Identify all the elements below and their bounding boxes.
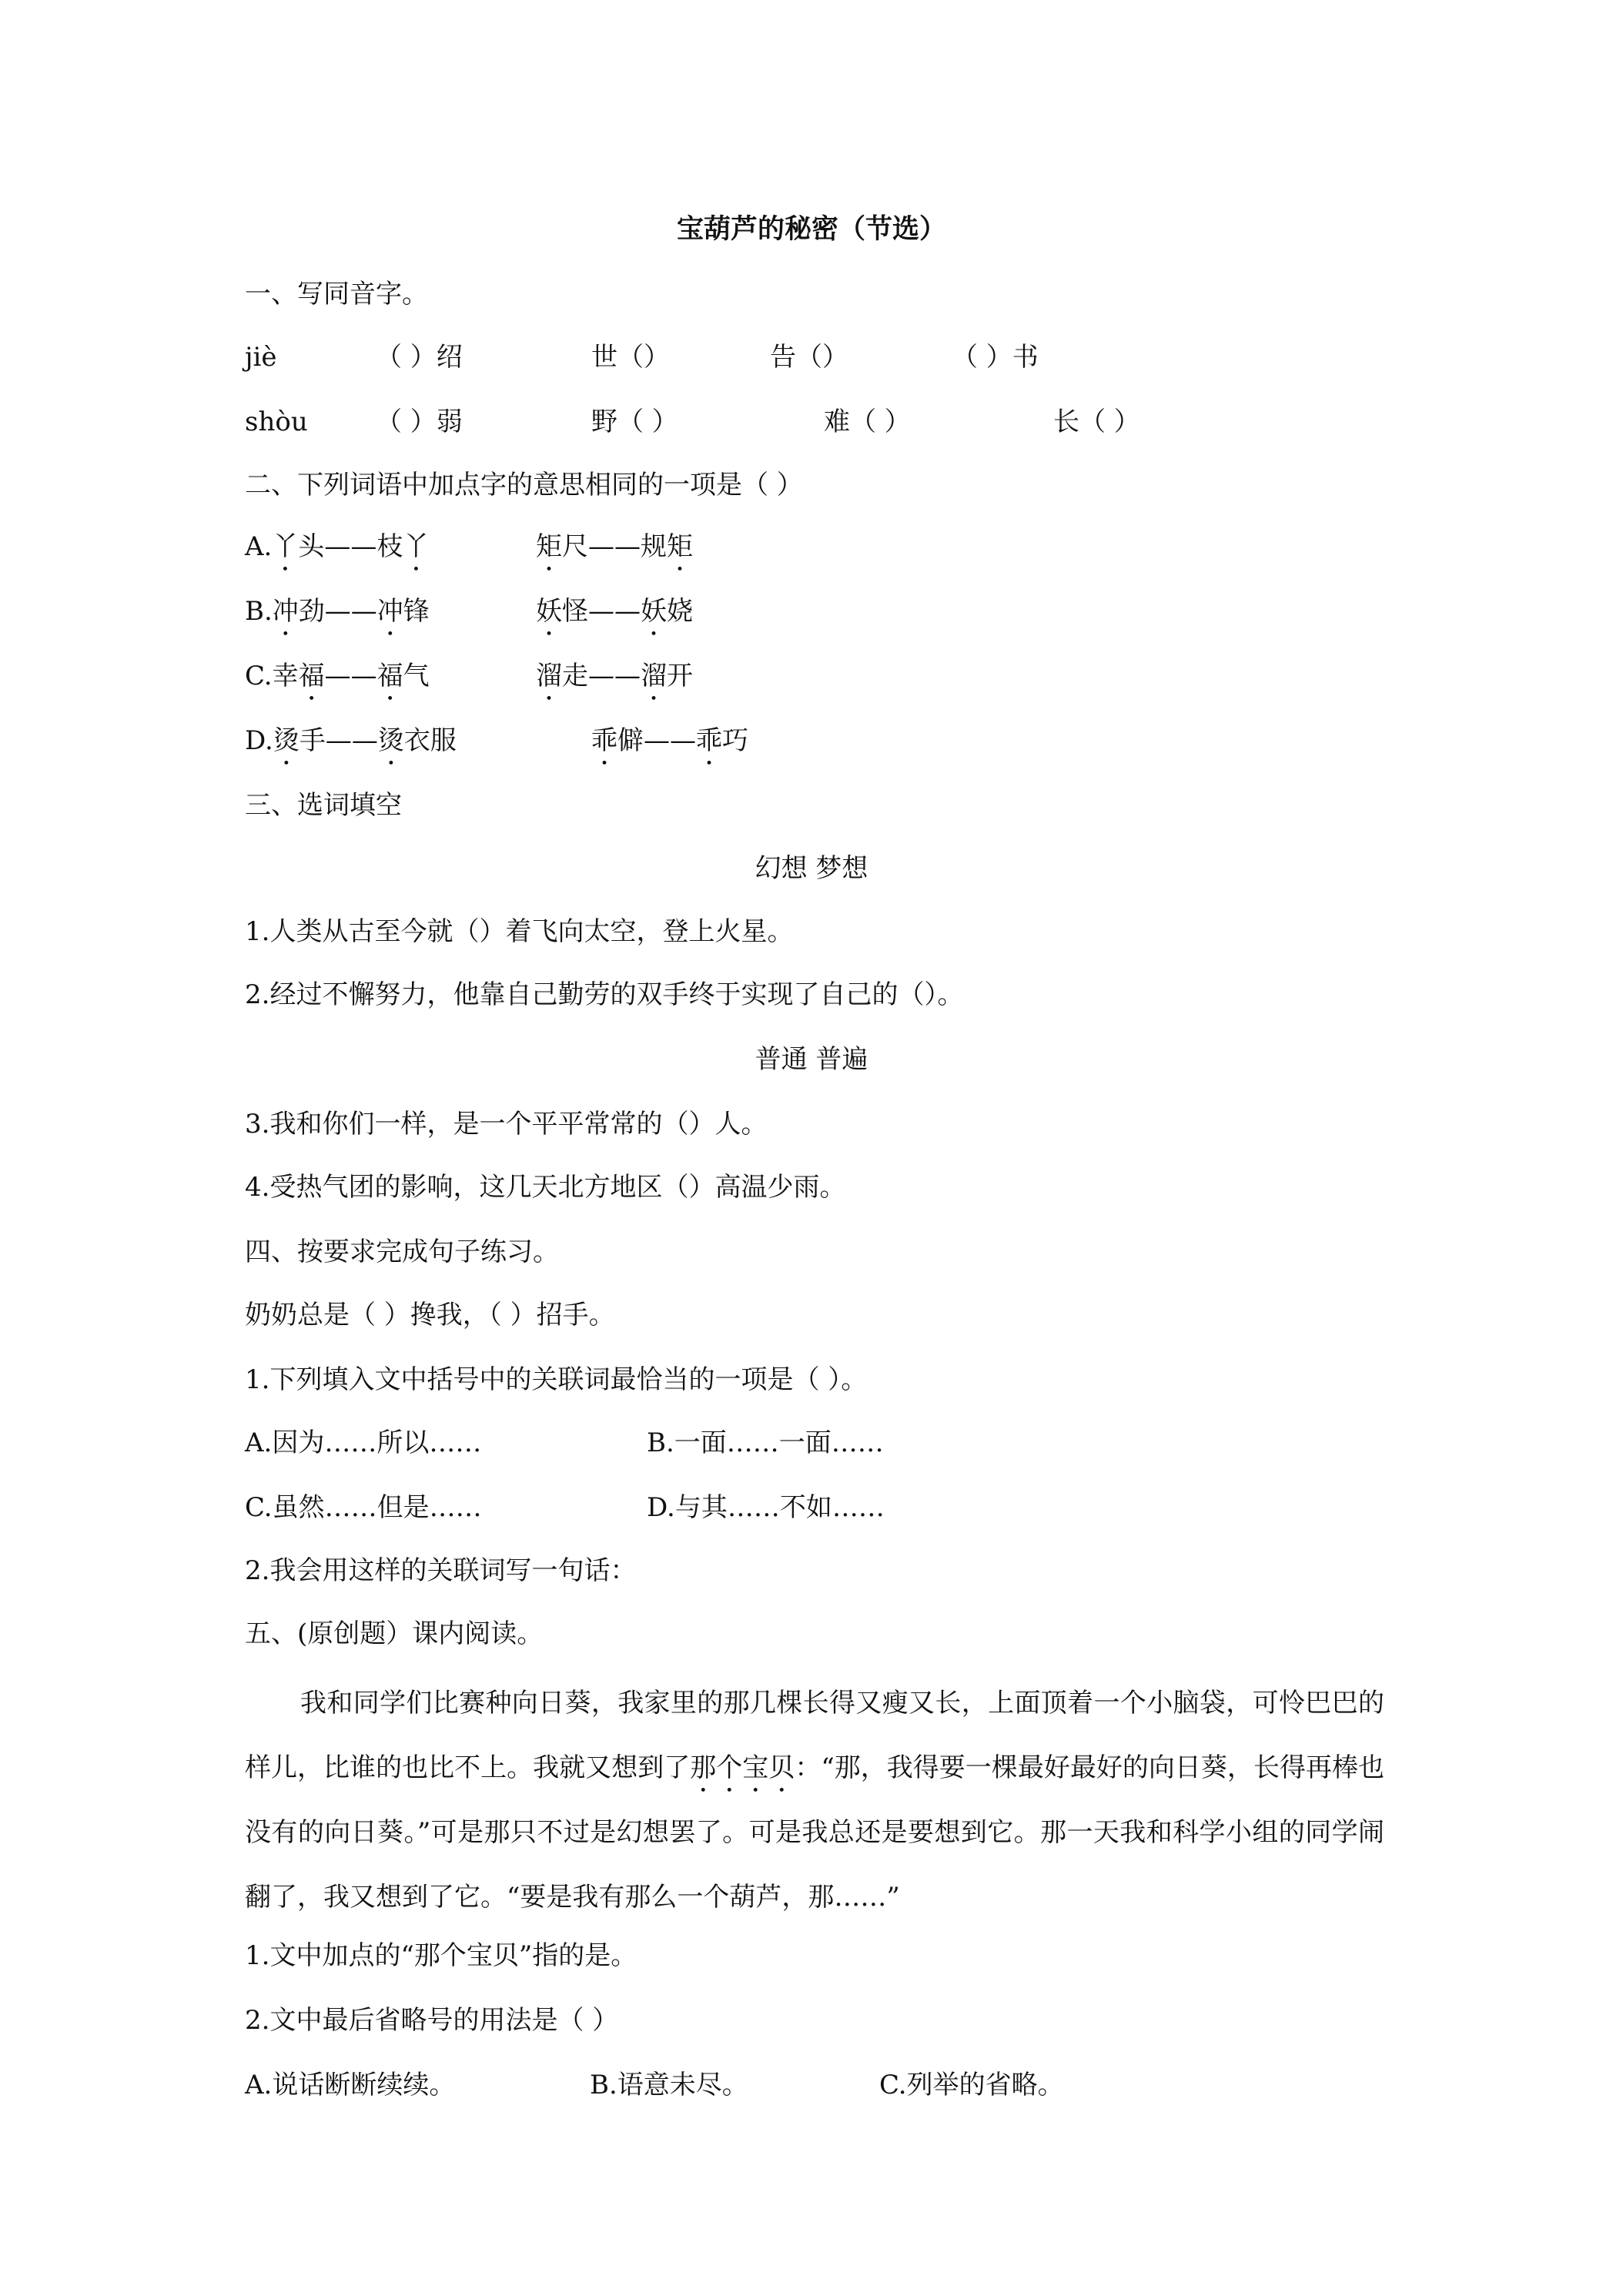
dotted-char: 烫	[377, 725, 404, 756]
q4-option-a: A.因为……所以……	[245, 1427, 482, 1458]
q4-sub-question-2: 2.我会用这样的关联词写一句话：	[245, 1555, 637, 1586]
q5-sub-question-1: 1.文中加点的“那个宝贝”指的是。	[245, 1940, 637, 1971]
dotted-char: 妖	[641, 596, 667, 627]
q5-option-a: A.说话断断续续。	[245, 2070, 456, 2100]
dotted-char: 乖	[591, 725, 617, 756]
q4-option-c: C.虽然……但是……	[245, 1492, 482, 1523]
q3-heading: 三、选词填空	[245, 790, 402, 821]
q1-blank: 长（ ）	[1053, 407, 1140, 437]
reading-passage: 我和同学们比赛种向日葵，我家里的那几棵长得又瘦又长，上面顶着一个小脑袋，可怜巴巴的样儿，比谁的也比不上。我就又想到了那个宝贝：“那，我得要一棵最好最好的向日葵，长得再棒也没有的向日葵。”可是那只不过是幻想罢了。可是我总还是要想到它。那一天我和科学小组的同学闹翻了，我又想到了它。“要是我有那么一个葫芦，那……”	[245, 1688, 1385, 1913]
dotted-char: 矩	[536, 531, 562, 562]
dotted-char: 冲	[272, 596, 299, 627]
dotted-char: 溜	[536, 661, 562, 691]
q4-heading: 四、按要求完成句子练习。	[245, 1237, 559, 1267]
dotted-char: 溜	[641, 661, 667, 691]
q4-sub-question-1: 1.下列填入文中括号中的关联词最恰当的一项是（ ）。	[245, 1364, 868, 1395]
q1-blank: 难（ ）	[824, 407, 911, 437]
q1-blank: 告（）	[770, 342, 848, 373]
dotted-phrase: 那个宝贝	[690, 1752, 795, 1783]
q4-option-d: D.与其……不如……	[647, 1492, 885, 1523]
q3-sentence-1: 1.人类从古至今就（）着飞向太空，登上火星。	[245, 916, 794, 947]
q2-heading: 二、下列词语中加点字的意思相同的一项是（ ）	[245, 470, 803, 500]
q5-sub-question-2: 2.文中最后省略号的用法是（ ）	[245, 2005, 619, 2036]
q1-blank: （ ）绍	[376, 342, 463, 373]
q1-pinyin: shòu	[245, 407, 308, 437]
dotted-char: 福	[376, 661, 403, 691]
q3-word-group-2: 普通 普遍	[755, 1044, 868, 1075]
q4-sentence: 奶奶总是（ ）搀我，（ ）招手。	[245, 1300, 615, 1330]
dotted-char: 矩	[667, 531, 693, 562]
q5-option-b: B.语意未尽。	[590, 2070, 748, 2100]
q1-blank: （ ）书	[952, 342, 1039, 373]
q1-pinyin: jiè	[245, 342, 277, 373]
dotted-char: 丫	[272, 531, 299, 562]
dotted-char: 烫	[273, 725, 300, 756]
q3-sentence-4: 4.受热气团的影响，这几天北方地区（）高温少雨。	[245, 1172, 846, 1203]
q3-word-group-1: 幻想 梦想	[755, 853, 868, 884]
q5-heading: 五、(原创题）课内阅读。	[245, 1618, 544, 1649]
q4-option-b: B.一面……一面……	[647, 1427, 884, 1458]
q1-blank: （ ）弱	[376, 407, 463, 437]
q1-blank: 世（）	[591, 342, 670, 373]
page-title: 宝葫芦的秘密（节选）	[676, 213, 946, 245]
dotted-char: 妖	[536, 596, 562, 627]
dotted-char: 福	[298, 661, 325, 691]
q3-sentence-2: 2.经过不懈努力，他靠自己勤劳的双手终于实现了自己的（）。	[245, 979, 964, 1010]
q5-option-c: C.列举的省略。	[879, 2070, 1064, 2100]
q1-blank: 野（ ）	[591, 407, 678, 437]
dotted-char: 冲	[376, 596, 403, 627]
dotted-char: 乖	[696, 725, 722, 756]
q1-heading: 一、写同音字。	[245, 279, 428, 310]
worksheet-page: 宝葫芦的秘密（节选） 一、写同音字。 jiè （ ）绍 世（） 告（） （ ）书 shòu （ ）弱 野（ ） 难（ ） 长（ ） 二、下列词语中加点字的意思相同的一项是（ ） A.丫头——枝丫 矩尺——规矩 B.冲劲——冲锋 妖怪——妖娆 C.幸福——福气 溜走——溜开 D.烫手——烫衣服 乖僻——乖巧 三、选词填空 幻想 梦想 1.人类从古至今就（）着飞向太空，登上火星。 2.经过不懈努力，他靠自己勤劳的双手终于实现了自己的（）。 普通 普遍 3.我和你们一样，是一个平平常常的（）人。 4.受热气团的影响，这几天北方地区（）高温少雨。 四、按要求完成句子练习。 奶奶总是（ ）搀我，（ ）招手。 1.下列填入文中括号中的关联词最恰当的一项是（ ）。 A.因为……所以…… B.一面……一面…… C.虽然……但是…… D.与其……不如…… 2.我会用这样的关联词写一句话： 五、(原创题）课内阅读。 我和同学们比赛种向日葵，我家里的那几棵长得又瘦又长，上面顶着一个小脑袋，可怜巴巴的样儿，比谁的也比不上。我就又想到了那个宝贝：“那，我得要一棵最好最好的向日葵，长得再棒也没有的向日葵。”可是那只不过是幻想罢了。可是我总还是要想到它。那一天我和科学小组的同学闹翻了，我又想到了它。“要是我有那么一个葫芦，那……” 1.文中加点的“那个宝贝”指的是。 2.文中最后省略号的用法是（ ） A.说话断断续续。 B.语意未尽。 C.列举的省略。	[0, 0, 1623, 2296]
dotted-char: 丫	[403, 531, 430, 562]
q3-sentence-3: 3.我和你们一样，是一个平平常常的（）人。	[245, 1109, 768, 1140]
